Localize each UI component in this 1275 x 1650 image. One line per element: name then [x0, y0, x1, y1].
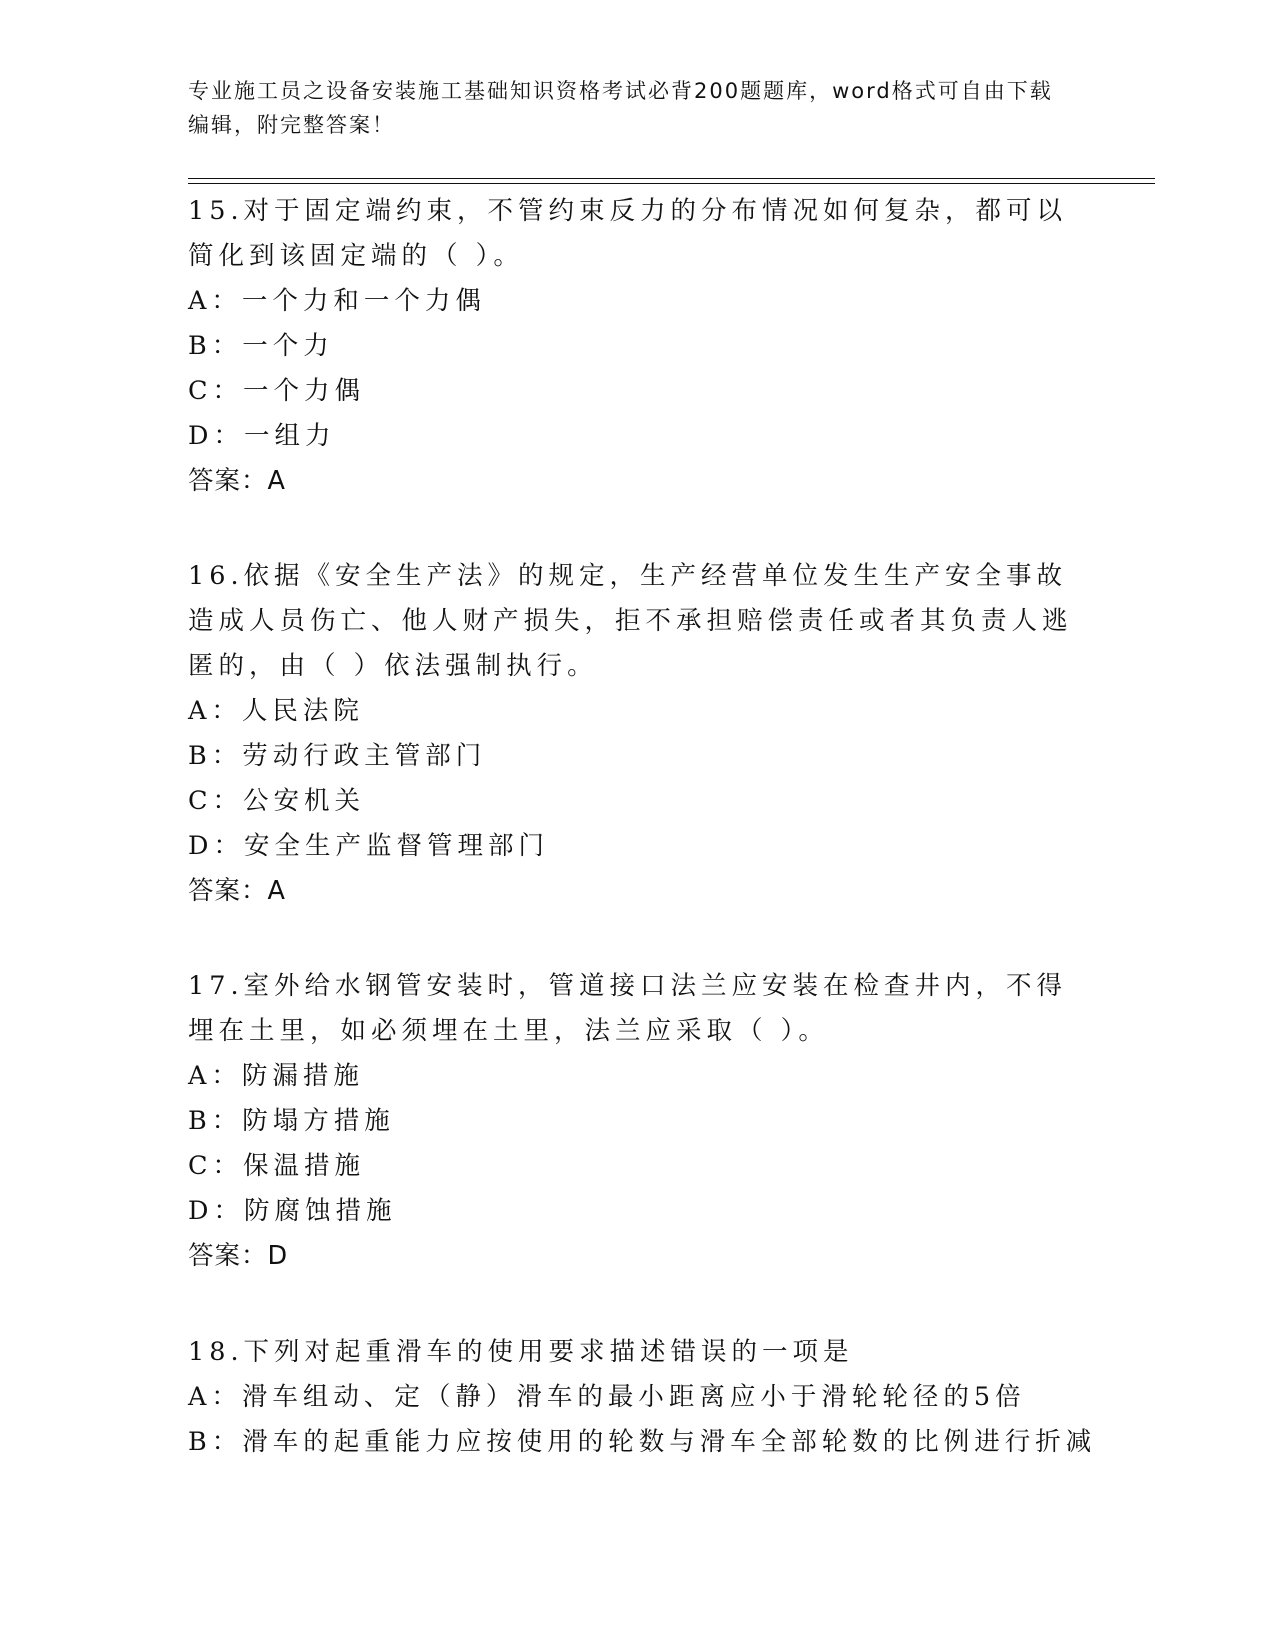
option-d: D：一组力	[188, 421, 336, 451]
option-a: A：滑车组动、定（静）滑车的最小距离应小于滑轮轮径的5倍	[188, 1382, 1026, 1412]
option-d: D：防腐蚀措施	[188, 1196, 397, 1226]
header-divider-bottom	[188, 183, 1155, 184]
question-18	[188, 1330, 1097, 1465]
option-c: C：公安机关	[188, 786, 366, 816]
question-stem: 16.依据《安全生产法》的规定，生产经营单位发生生产安全事故造成人员伤亡、他人财产损失，拒不承担赔偿责任或者其负责人逃匿的，由（ ）依法强制执行。	[188, 561, 1073, 681]
option-c: C：保温措施	[188, 1151, 366, 1181]
question-stem: 18.下列对起重滑车的使用要求描述错误的一项是	[188, 1337, 854, 1367]
answer: 答案：A	[188, 466, 286, 496]
option-a: A：人民法院	[188, 696, 364, 726]
option-b: B：劳动行政主管部门	[188, 741, 487, 771]
question-stem: 15.对于固定端约束，不管约束反力的分布情况如何复杂，都可以简化到该固定端的（ ）。	[188, 196, 1068, 271]
answer: 答案：A	[188, 876, 286, 906]
header-divider-top	[188, 178, 1155, 179]
answer: 答案：D	[188, 1241, 289, 1271]
option-b: B：滑车的起重能力应按使用的轮数与滑车全部轮数的比例进行折减	[188, 1427, 1097, 1457]
option-a: A：一个力和一个力偶	[188, 286, 486, 316]
option-c: C：一个力偶	[188, 376, 366, 406]
question-17	[188, 964, 1088, 1279]
document-header: 专业施工员之设备安装施工基础知识资格考试必背200题题库，word格式可自由下载编辑，附完整答案！	[188, 79, 1053, 137]
option-b: B：一个力	[188, 331, 334, 361]
option-a: A：防漏措施	[188, 1061, 364, 1091]
question-stem: 17.室外给水钢管安装时，管道接口法兰应安装在检查井内，不得埋在土里，如必须埋在土里，法兰应采取（ ）。	[188, 971, 1068, 1046]
question-15	[188, 189, 1088, 504]
option-d: D：安全生产监督管理部门	[188, 831, 549, 861]
option-b: B：防塌方措施	[188, 1106, 395, 1136]
question-16	[188, 554, 1088, 914]
